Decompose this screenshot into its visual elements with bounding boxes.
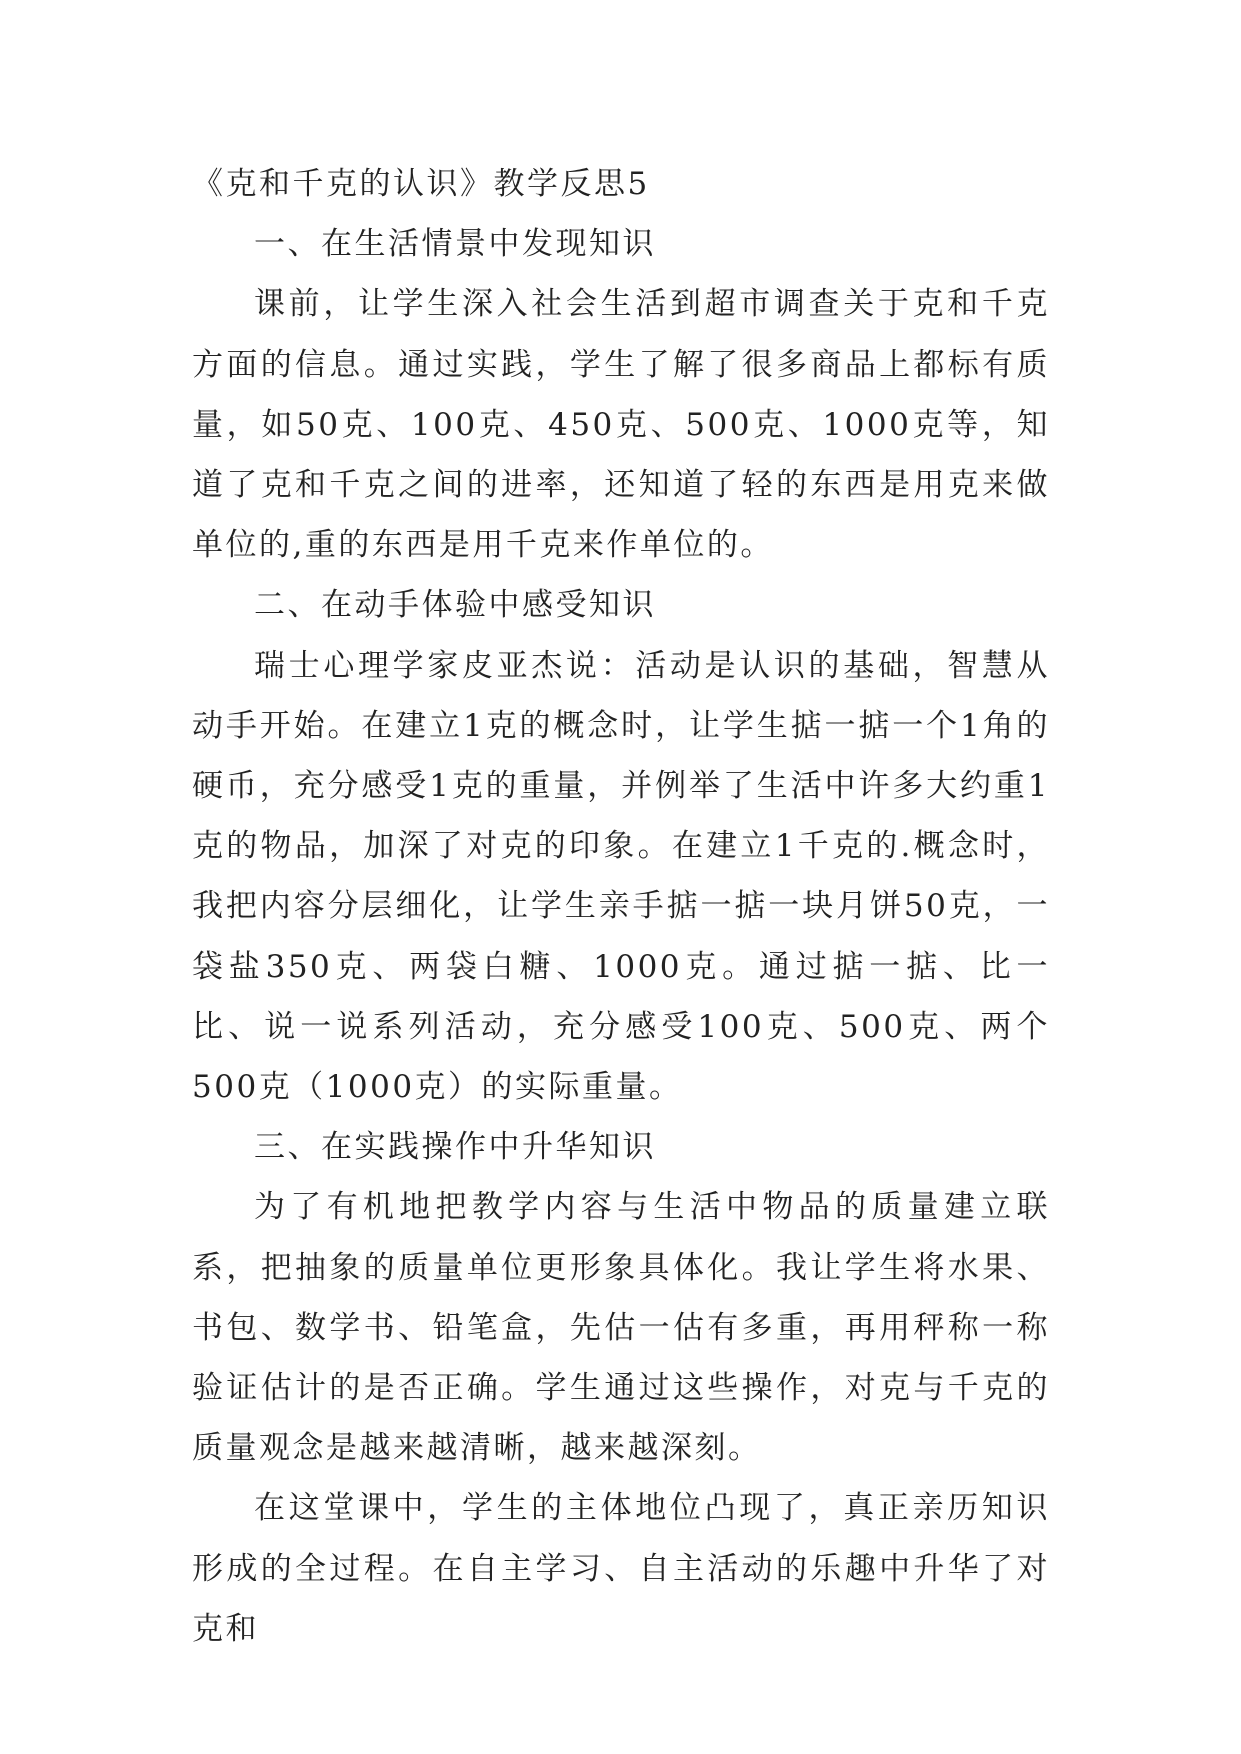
section-heading-1: 一、在生活情景中发现知识 [254,226,656,263]
paragraph-3: 为了有机地把教学内容与生活中物品的质量建立联系，把抽象的质量单位更形象具体化。我让学生将水果、书包、数学书、铅笔盒，先估一估有多重，再用秤称一称验证估计的是否正确。学生通过这些操作，对克与千克的质量观念是越来越清晰，越来越深刻。 [192,1189,1050,1467]
section-heading-2: 二、在动手体验中感受知识 [254,587,656,624]
document-body [192,154,1050,1659]
paragraph-1: 课前，让学生深入社会生活到超市调查关于克和千克方面的信息。通过实践，学生了解了很多商品上都标有质量，如50克、100克、450克、500克、1000克等，知道了克和千克之间的进率，还知道了轻的东西是用克来做单位的,重的东西是用千克来作单位的。 [192,286,1050,564]
document-title: 《克和千克的认识》教学反思5 [192,166,650,202]
paragraph-2: 瑞士心理学家皮亚杰说：活动是认识的基础，智慧从动手开始。在建立1克的概念时，让学生掂一掂一个1角的硬币，充分感受1克的重量，并例举了生活中许多大约重1克的物品，加深了对克的印象。在建立1千克的.概念时，我把内容分层细化，让学生亲手掂一掂一块月饼50克，一袋盐350克、两袋白糖、1000克。通过掂一掂、比一比、说一说系列活动，充分感受100克、500克、两个500克（1000克）的实际重量。 [192,647,1050,1106]
paragraph-4: 在这堂课中，学生的主体地位凸现了，真正亲历知识形成的全过程。在自主学习、自主活动的乐趣中升华了对克和 [192,1490,1050,1647]
section-heading-3: 三、在实践操作中升华知识 [254,1129,656,1166]
